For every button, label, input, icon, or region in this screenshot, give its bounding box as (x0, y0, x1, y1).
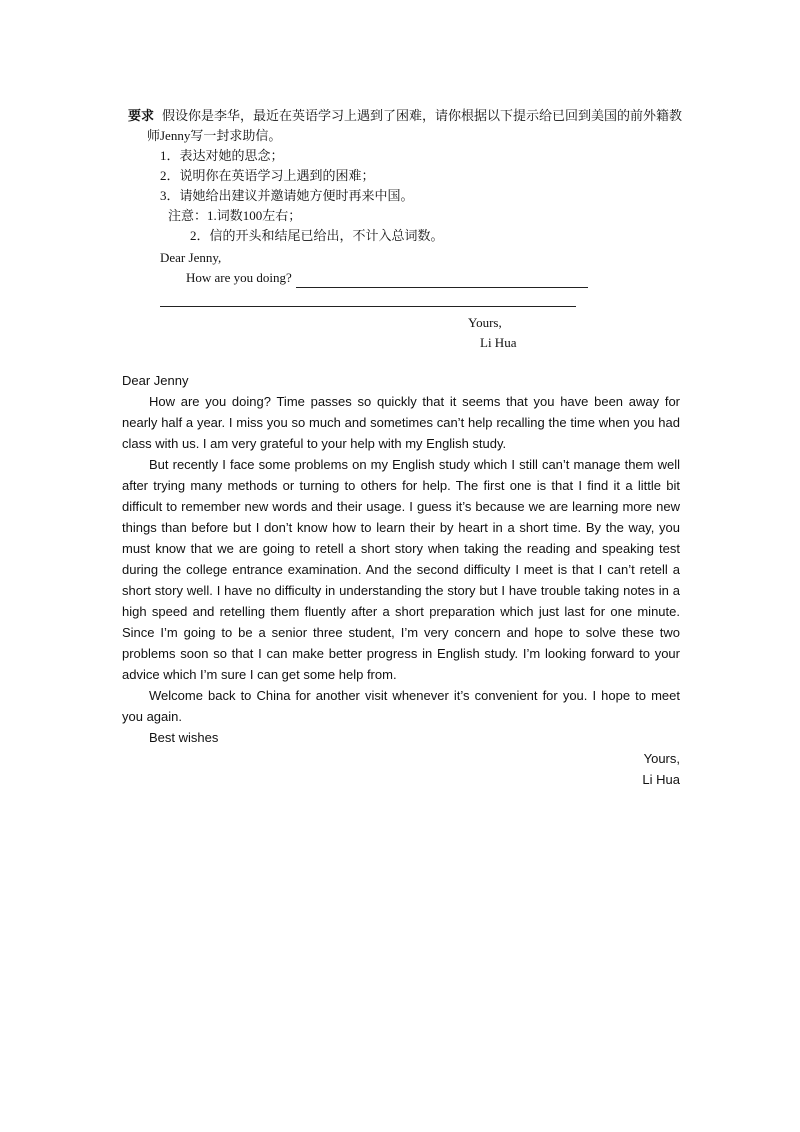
prompt-closing: Yours, (468, 315, 502, 330)
requirement-label: 要求 (128, 108, 155, 123)
writing-prompt (128, 106, 688, 353)
prompt-opening-line (128, 268, 688, 288)
prompt-opening: How are you doing? (186, 270, 292, 285)
prompt-item-3: 3．请她给出建议并邀请她方便时再来中国。 (160, 188, 414, 203)
prompt-item-1: 1．表达对她的思念； (160, 148, 284, 163)
prompt-note-1: 注意：1.词数100左右； (168, 208, 302, 223)
letter-closing: Yours, (643, 751, 680, 766)
requirement-text: 假设你是李华，最近在英语学习上遇到了困难，请你根据以下提示给已回到美国的前外籍教 (162, 108, 683, 123)
sample-letter (122, 370, 680, 790)
letter-paragraph-1: How are you doing? Time passes so quickly that it seems that you have been away for nearly half a year. I miss you so much and sometimes can’t help recalling the time when you had class with us. I am very grateful to your help with my English study. (122, 394, 680, 451)
letter-signature: Li Hua (642, 772, 680, 787)
requirement-text-continued: 师Jenny写一封求助信。 (147, 128, 282, 143)
answer-blank-line (160, 292, 576, 307)
prompt-salutation: Dear Jenny, (160, 250, 222, 265)
prompt-item-2: 2．说明你在英语学习上遇到的困难； (160, 168, 375, 183)
prompt-note-2: 2．信的开头和结尾已给出，不计入总词数。 (190, 228, 444, 243)
letter-sign-off: Best wishes (149, 730, 219, 745)
answer-blank-line (296, 273, 588, 288)
letter-paragraph-2: But recently I face some problems on my English study which I still can’t manage them well after trying many methods or turning to others for help. The first one is that I find it a little bit difficult to remember new words and their usage. I guess it’s because we are learning more new things than before but I don’t know how to learn their by heart in a short time. By the way, you must know that we are going to retell a short story when taking the reading and speaking test during the college entrance examination. And the second difficulty I meet is that I can’t retell a short story well. I have no difficulty in understanding the story but I have trouble taking notes in a high speed and retelling them fluently after a short preparation which just last for one minute. Since I’m going to be a senior three student, I’m very concern and hope to solve these two problems soon so that I can make better progress in English study. I’m looking forward to your advice which I’m sure I can get some help from. (122, 457, 680, 682)
letter-paragraph-3: Welcome back to China for another visit whenever it’s convenient for you. I hope to meet you again. (122, 688, 680, 724)
requirement-row (128, 106, 688, 126)
letter-greeting: Dear Jenny (122, 373, 189, 388)
prompt-signature: Li Hua (480, 335, 517, 350)
